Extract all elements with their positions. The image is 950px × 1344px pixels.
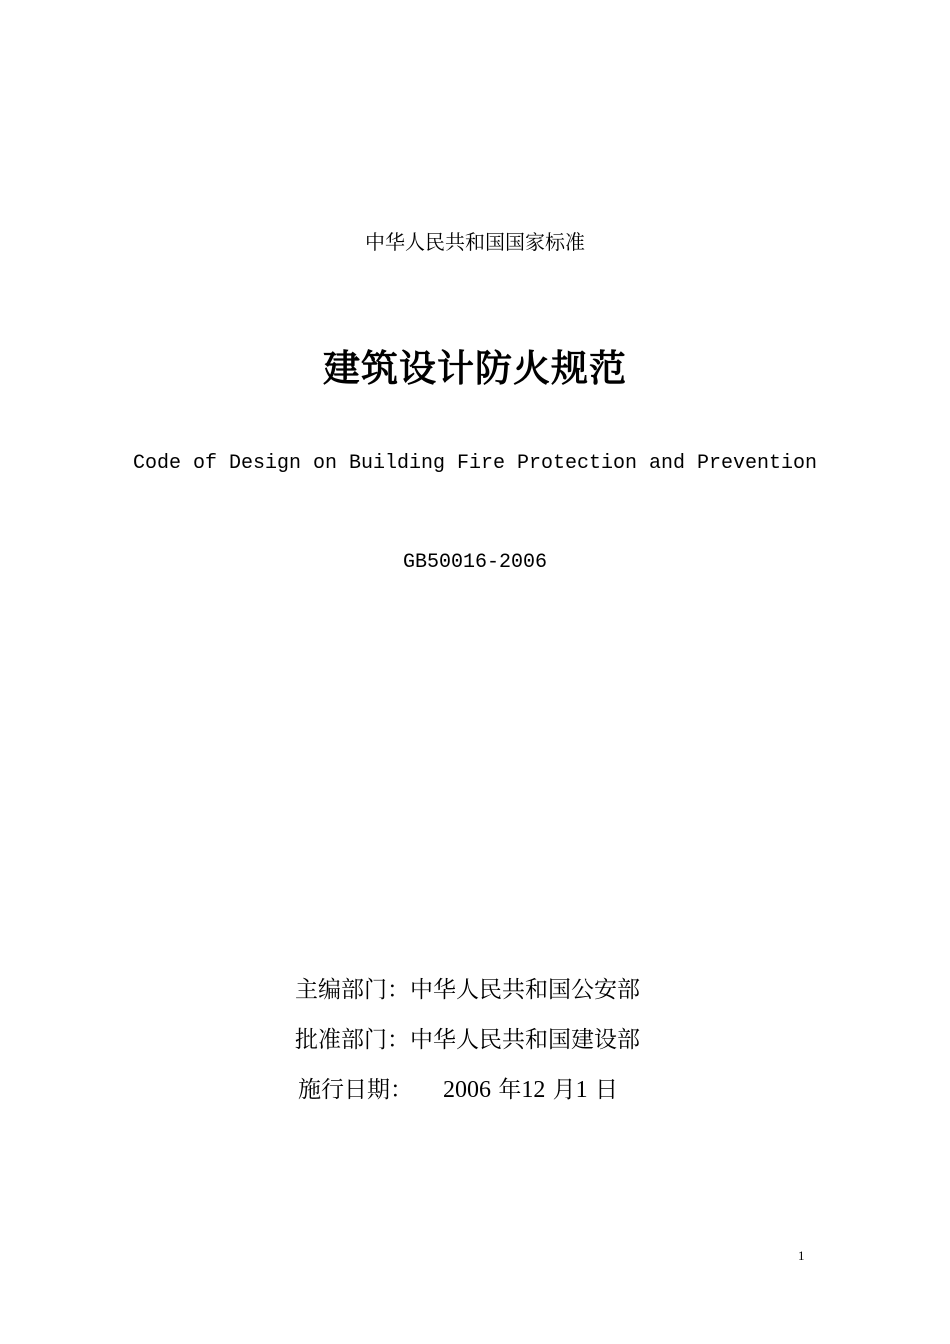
effective-date-row — [298, 1071, 618, 1104]
effective-label: 施行日期： — [298, 1077, 413, 1103]
english-title: Code of Design on Building Fire Protection and Prevention — [132, 452, 818, 475]
effective-month: 12 — [521, 1077, 546, 1103]
approver-row — [295, 1021, 640, 1054]
day-char: 日 — [594, 1077, 618, 1103]
approver-label: 批准部门： — [295, 1027, 410, 1053]
standard-code: GB50016-2006 — [402, 551, 548, 574]
effective-day: 1 — [575, 1077, 588, 1103]
editor-label: 主编部门： — [295, 977, 410, 1003]
editor-value: 中华人民共和国公安部 — [410, 977, 640, 1003]
editor-row — [295, 971, 640, 1004]
month-char: 月 — [552, 1077, 576, 1103]
page-number: 1 — [798, 1248, 805, 1263]
effective-year: 2006 — [443, 1077, 491, 1103]
standard-label: 中华人民共和国国家标准 — [365, 230, 585, 254]
approver-value: 中华人民共和国建设部 — [410, 1027, 640, 1053]
year-char: 年 — [498, 1077, 522, 1103]
document-title: 建筑设计防火规范 — [323, 346, 627, 390]
